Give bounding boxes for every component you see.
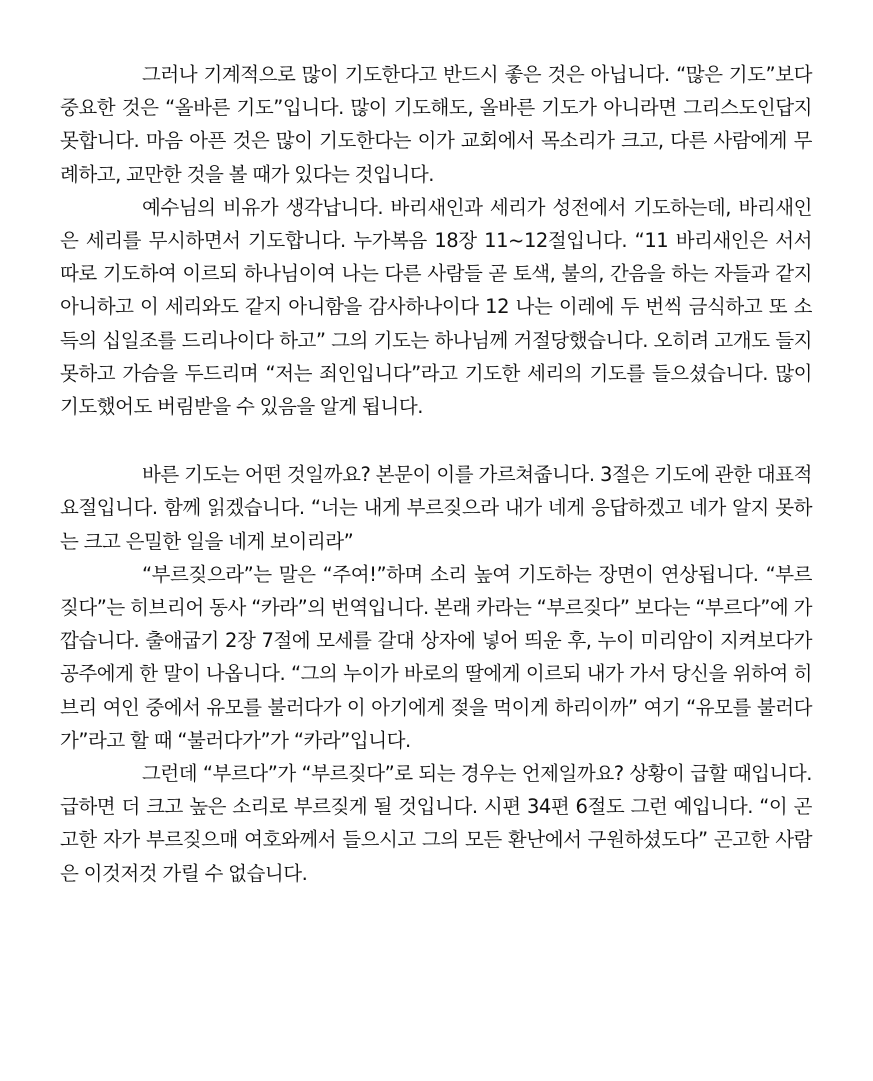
paragraph-5: 그런데 “부르다”가 “부르짖다”로 되는 경우는 언제일까요? 상황이 급할 때입니다. 급하면 더 크고 높은 소리로 부르짖게 될 것입니다. 시편 34편 6절도 그런 예입니다. “이 곤고한 자가 부르짖으매 여호와께서 들으시고 그의 모든 환난에서 구원하셨도다” 곤고한 사람은 이것저것 가릴 수 없습니다. xyxy=(60,762,812,885)
paragraph-4: “부르짖으라”는 말은 “주여!”하며 소리 높여 기도하는 장면이 연상됩니다. “부르짖다”는 히브리어 동사 “카라”의 번역입니다. 본래 카라는 “부르짖다” 보다는 “부르다”에 가깝습니다. 출애굽기 2장 7절에 모세를 갈대 상자에 넣어 띄운 후, 누이 미리암이 지켜보다가 공주에게 한 말이 나옵니다. “그의 누이가 바로의 딸에게 이르되 내가 가서 당신을 위하여 히브리 여인 중에서 유모를 불러다가 이 아기에게 젖을 먹이게 하리이까” 여기 “유모를 불러다가”라고 할 때 “불러다가”가 “카라”입니다. xyxy=(60,562,812,752)
document-page xyxy=(60,58,812,890)
section-gap xyxy=(60,423,812,458)
paragraph-1: 그러나 기계적으로 많이 기도한다고 반드시 좋은 것은 아닙니다. “많은 기도”보다 중요한 것은 “올바른 기도”입니다. 많이 기도해도, 올바른 기도가 아니라면 그리스도인답지 못합니다. 마음 아픈 것은 많이 기도한다는 이가 교회에서 목소리가 크고, 다른 사람에게 무례하고, 교만한 것을 볼 때가 있다는 것입니다. xyxy=(60,63,812,186)
paragraph-3: 바른 기도는 어떤 것일까요? 본문이 이를 가르쳐줍니다. 3절은 기도에 관한 대표적 요절입니다. 함께 읽겠습니다. “너는 내게 부르짖으라 내가 네게 응답하겠고 네가 알지 못하는 크고 은밀한 일을 네게 보이리라” xyxy=(60,463,812,553)
paragraph-2: 예수님의 비유가 생각납니다. 바리새인과 세리가 성전에서 기도하는데, 바리새인은 세리를 무시하면서 기도합니다. 누가복음 18장 11~12절입니다. “11 바리새인은 서서 따로 기도하여 이르되 하나님이여 나는 다른 사람들 곧 토색, 불의, 간음을 하는 자들과 같지 아니하고 이 세리와도 같지 아니함을 감사하나이다 12 나는 이레에 두 번씩 금식하고 또 소득의 십일조를 드리나이다 하고” 그의 기도는 하나님께 거절당했습니다. 오히려 고개도 들지 못하고 가슴을 두드리며 “저는 죄인입니다”라고 기도한 세리의 기도를 들으셨습니다. 많이 기도했어도 버림받을 수 있음을 알게 됩니다. xyxy=(60,195,812,419)
